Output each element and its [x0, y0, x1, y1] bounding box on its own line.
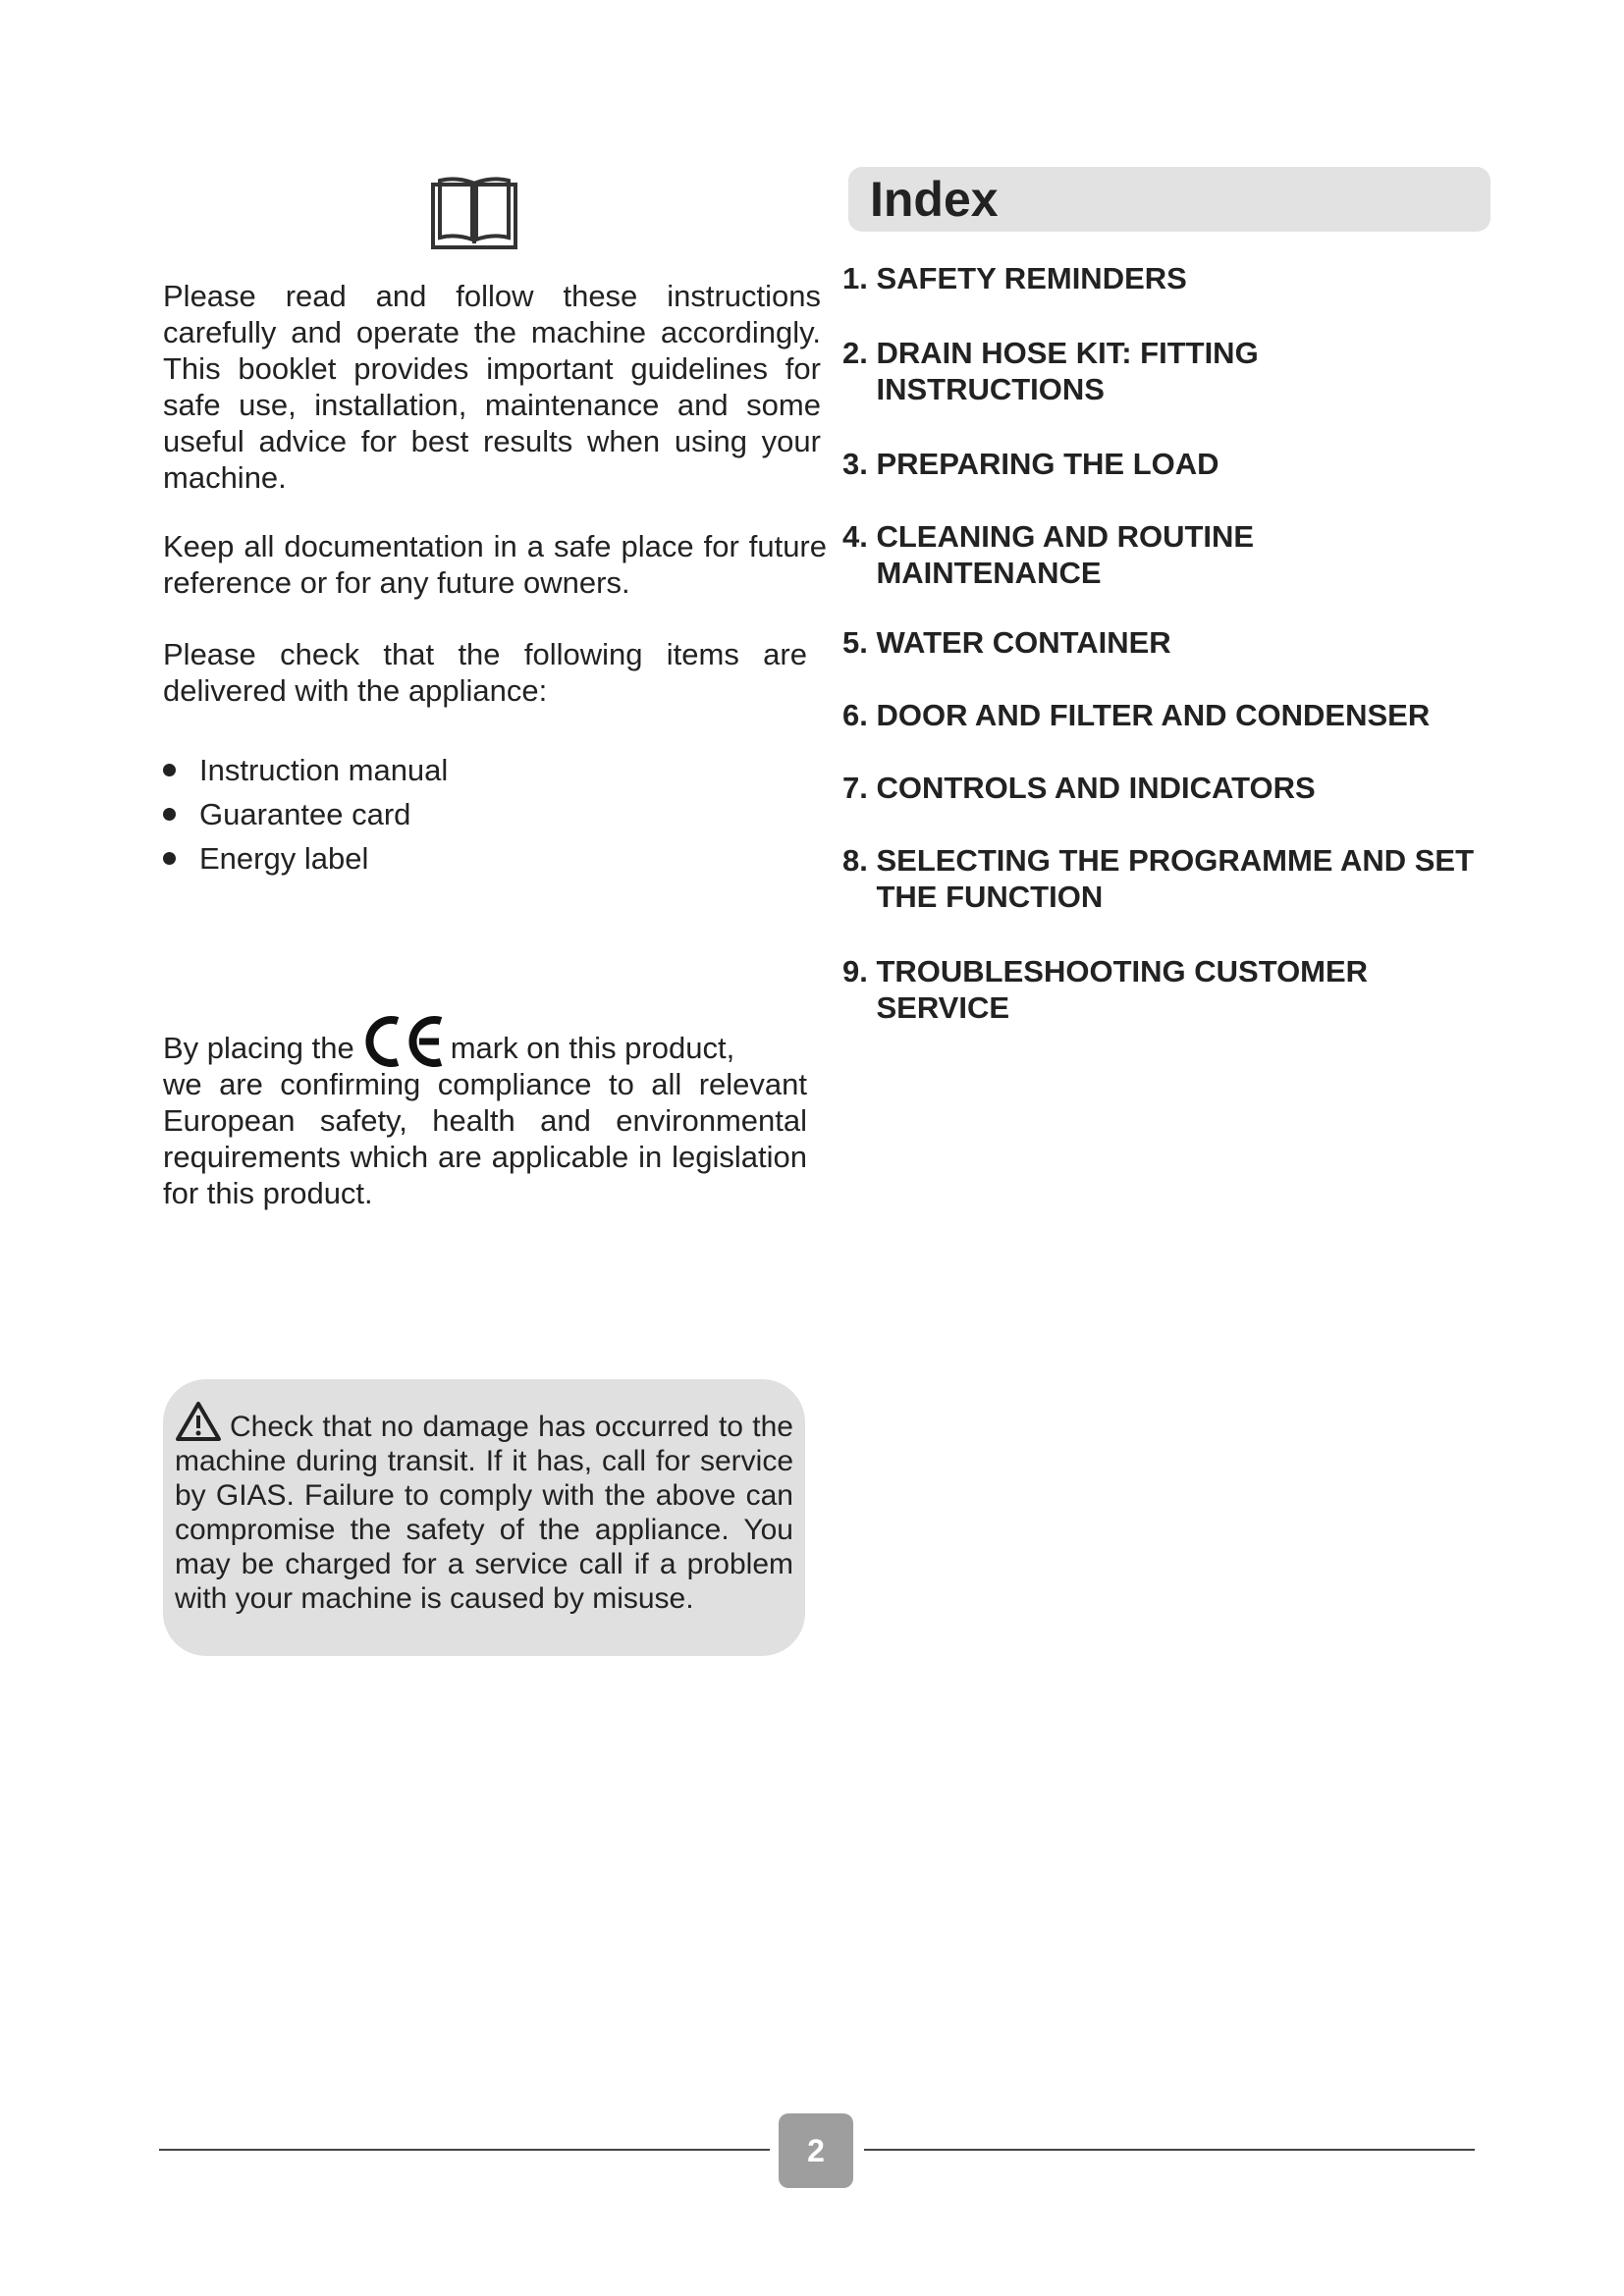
delivered-items-list: [163, 748, 448, 881]
ce-compliance-paragraph: [163, 1013, 807, 1211]
index-entry[interactable]: 3. PREPARING THE LOAD: [842, 447, 1219, 481]
index-list: [842, 260, 1500, 1026]
warning-text: Check that no damage has occurred to the machine during transit. If it has, call for service by GIAS. Failure to comply with the above can compromise the safety of the appliance. You may be charged for a service call if a problem with your machine is caused by misuse.: [175, 1411, 793, 1615]
footer-divider-right: [864, 2149, 1475, 2151]
documentation-paragraph: Keep all documentation in a safe place for future reference or for any future owners.: [163, 529, 827, 600]
index-entry[interactable]: 9. TROUBLESHOOTING CUSTOMER SERVICE: [842, 954, 1369, 1025]
ce-text-before: By placing the: [163, 1031, 354, 1065]
intro-paragraph: Please read and follow these instructions carefully and operate the machine accordingly. This booklet provides important guidelines for safe use, installation, maintenance and some useful advice for best results when using your machine.: [163, 279, 821, 495]
items-check-paragraph: Please check that the following items are delivered with the appliance:: [163, 637, 807, 708]
ce-text-after: mark on this product,: [450, 1031, 735, 1065]
transit-warning-box: [163, 1379, 805, 1656]
list-item: Guarantee card: [163, 792, 448, 836]
bullet-icon: [163, 852, 176, 865]
index-entry[interactable]: 7. CONTROLS AND INDICATORS: [842, 771, 1316, 805]
index-entry[interactable]: 8. SELECTING THE PROGRAMME AND SET THE FUNCTION: [842, 843, 1475, 914]
index-entry[interactable]: 5. WATER CONTAINER: [842, 625, 1171, 660]
bullet-icon: [163, 764, 176, 776]
list-item: Energy label: [163, 836, 448, 881]
ce-text-rest: we are confirming compliance to all relevant European safety, health and environmental requirements which are applicable in legislation for this product.: [163, 1067, 807, 1210]
warning-triangle-icon: [175, 1401, 222, 1442]
index-title: Index: [848, 167, 1490, 232]
footer-divider-left: [159, 2149, 770, 2151]
bullet-icon: [163, 808, 176, 821]
index-entry[interactable]: 2. DRAIN HOSE KIT: FITTING INSTRUCTIONS: [842, 336, 1259, 406]
index-entry[interactable]: 4. CLEANING AND ROUTINE MAINTENANCE: [842, 519, 1255, 590]
open-book-icon: [430, 175, 518, 253]
ce-mark-icon: [364, 1013, 451, 1070]
index-entry[interactable]: 6. DOOR AND FILTER AND CONDENSER: [842, 698, 1431, 732]
page-number: 2: [779, 2113, 853, 2188]
index-entry[interactable]: 1. SAFETY REMINDERS: [842, 261, 1187, 295]
list-item: Instruction manual: [163, 748, 448, 792]
